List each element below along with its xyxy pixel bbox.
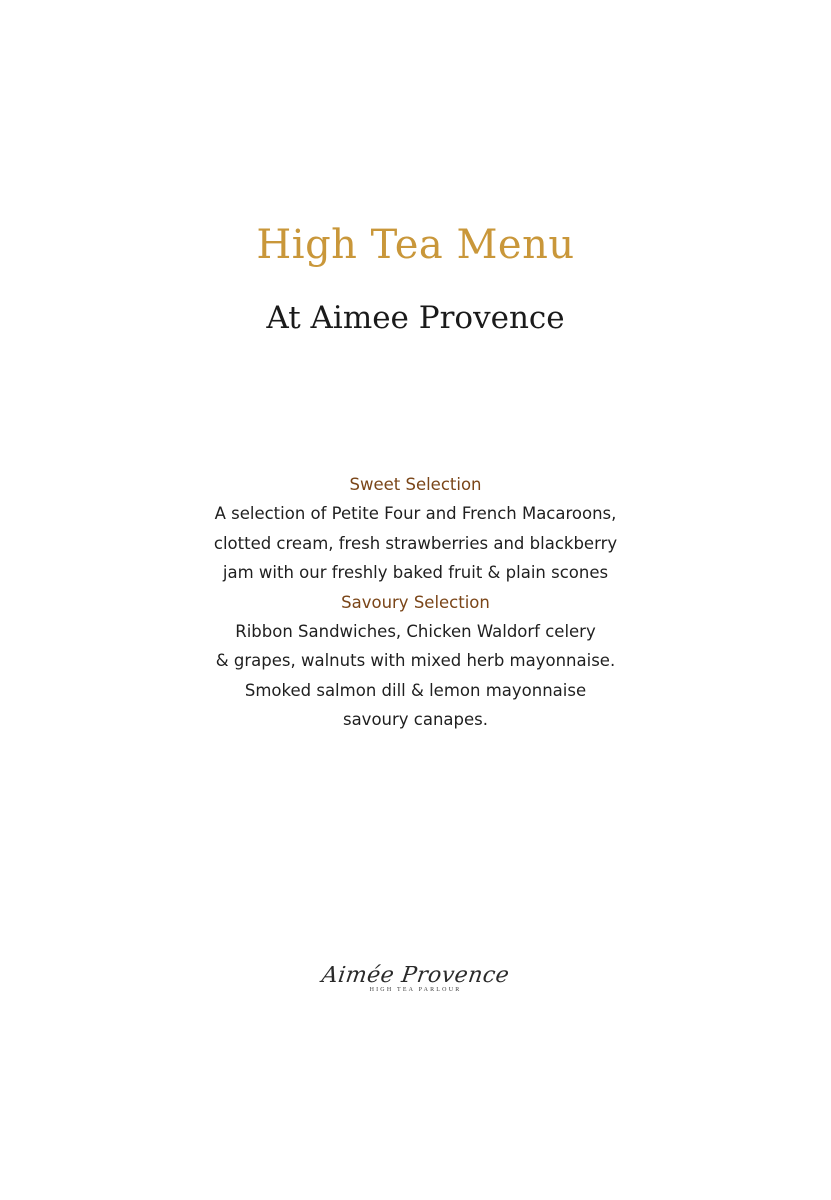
brand-logo <box>0 962 831 993</box>
sweet-line: A selection of Petite Four and French Macaroons, <box>214 504 617 524</box>
sweet-line: clotted cream, fresh strawberries and blackberry <box>213 533 618 553</box>
savoury-line: Ribbon Sandwiches, Chicken Waldorf celery <box>235 622 596 642</box>
savoury-line: Smoked salmon dill & lemon mayonnaise <box>244 680 587 700</box>
logo-wordmark: Aimée Provence <box>320 963 511 988</box>
sweet-line: jam with our freshly baked fruit & plain scones <box>222 563 609 583</box>
savoury-selection-heading: Savoury Selection <box>341 592 490 612</box>
savoury-line: savoury canapes. <box>342 710 489 730</box>
savoury-line: & grapes, walnuts with mixed herb mayonnaise. <box>215 651 616 671</box>
menu-content <box>0 470 831 735</box>
page-title: High Tea Menu <box>256 222 575 268</box>
sweet-selection-heading: Sweet Selection <box>349 475 482 494</box>
page-subtitle: At Aimee Provence <box>266 300 565 336</box>
logo-tagline: HIGH TEA PARLOUR <box>369 987 462 993</box>
